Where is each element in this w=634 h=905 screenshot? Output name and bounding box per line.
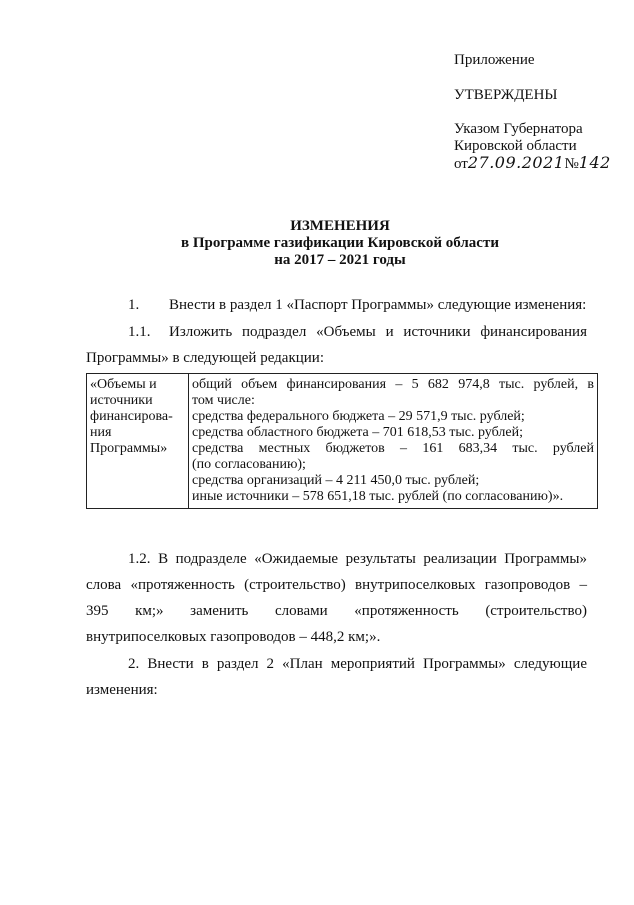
- word: заменить: [190, 603, 249, 619]
- word: Изложить: [169, 324, 233, 340]
- item-1-2-line-1: 1.2. В подразделе «Ожидаемые результаты реализации Программы»: [128, 551, 587, 567]
- word: «протяженность: [354, 603, 459, 619]
- word: 395: [86, 603, 109, 619]
- word: (строительство): [485, 603, 587, 619]
- handwritten-date: 27.09.2021: [467, 153, 565, 172]
- financing-table: [86, 373, 598, 509]
- value-line: средства организаций – 4 211 450,0 тыс. рублей;: [192, 473, 480, 488]
- word: «Объемы: [316, 324, 376, 340]
- item-1-number: 1.: [128, 297, 140, 313]
- item-1-1-line-2: Программы» в следующей редакции:: [86, 350, 325, 366]
- item-1-1-number: 1.1.: [128, 324, 151, 340]
- item-1-2-line-2: слова «протяженность (строительство) внутрипоселковых газопроводов –: [86, 577, 587, 593]
- word: и: [385, 324, 394, 340]
- label-line: финансирова-: [90, 409, 173, 424]
- decree-line-1: Указом Губернатора: [454, 121, 583, 137]
- value-line: (по согласованию);: [192, 457, 306, 472]
- word: источники: [403, 324, 471, 340]
- value-line: том числе:: [192, 393, 255, 408]
- word: км;»: [135, 603, 164, 619]
- item-2-line-2: изменения:: [86, 682, 158, 698]
- handwritten-number: 142: [578, 153, 611, 172]
- document-years: на 2017 – 2021 годы: [274, 252, 406, 268]
- item-2-line-1: 2. Внести в раздел 2 «План мероприятий Программы» следующие: [128, 656, 587, 672]
- item-1-2-line-4: внутрипоселковых газопроводов – 448,2 км;».: [86, 629, 381, 645]
- word: подраздел: [242, 324, 307, 340]
- value-line: общий объем финансирования – 5 682 974,8 тыс. рублей, в: [192, 377, 594, 392]
- label-line: Программы»: [90, 441, 168, 456]
- item-1-2-line-3: [86, 602, 587, 620]
- table-cell-label: [87, 374, 189, 509]
- value-line: иные источники – 578 651,18 тыс. рублей (по согласованию)».: [192, 489, 564, 504]
- date-prefix: от: [454, 156, 468, 172]
- value-line: средства местных бюджетов – 161 683,34 тыс. рублей: [192, 441, 594, 456]
- approved-label: УТВЕРЖДЕНЫ: [454, 87, 558, 103]
- document-subtitle: в Программе газификации Кировской области: [181, 235, 499, 251]
- value-line: средства федерального бюджета – 29 571,9 тыс. рублей;: [192, 409, 525, 424]
- item-1-text: Внести в раздел 1 «Паспорт Программы» следующие изменения:: [169, 297, 587, 313]
- label-line: ния: [90, 425, 112, 440]
- word: словами: [274, 603, 328, 619]
- number-sign: №: [564, 156, 579, 172]
- value-line: средства областного бюджета – 701 618,53 тыс. рублей;: [192, 425, 523, 440]
- decree-line-2: Кировской области: [454, 138, 577, 154]
- label-line: «Объемы и: [90, 377, 157, 392]
- table-row: [87, 374, 598, 509]
- word: финансирования: [480, 324, 587, 340]
- document-title: ИЗМЕНЕНИЯ: [290, 218, 390, 234]
- decree-date-line: [454, 154, 611, 173]
- appendix-label: Приложение: [454, 52, 535, 68]
- label-line: источники: [90, 393, 153, 408]
- item-1-1-line-1: [169, 323, 587, 341]
- table-cell-values: [189, 374, 598, 509]
